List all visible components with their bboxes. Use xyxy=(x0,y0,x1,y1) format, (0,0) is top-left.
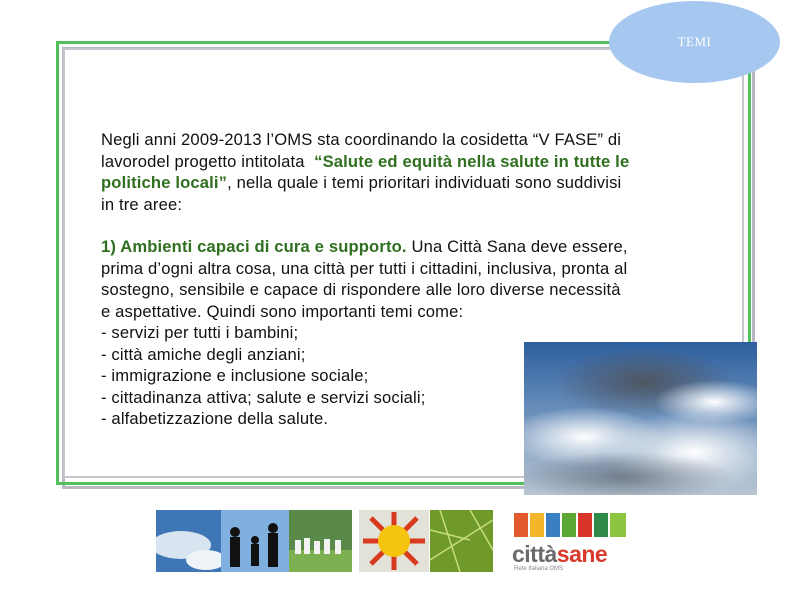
intro-line: Negli anni 2009-2013 l’OMS sta coordinando la cosidetta “V FASE” di xyxy=(101,130,622,149)
list-item: - immigrazione e inclusione sociale; xyxy=(101,366,369,385)
list-item: - servizi per tutti i bambini; xyxy=(101,323,299,342)
thumbnail-people-silhouettes xyxy=(221,510,289,572)
section-line: prima d’ogni altra cosa, una città per tutti i cittadini, inclusiva, pronta al xyxy=(101,258,628,278)
list-item: - alfabetizzazione della salute. xyxy=(101,409,329,428)
project-title: politiche locali” xyxy=(101,173,228,192)
list-item: - cittadinanza attiva; salute e servizi sociali; xyxy=(101,387,426,407)
thumbnail-group-photo xyxy=(289,510,352,572)
citta-sane-logo xyxy=(512,541,607,568)
section-heading: 1) Ambienti capaci di cura e supporto. xyxy=(101,237,407,256)
intro-line: , nella quale i temi prioritari individuati sono suddivisi xyxy=(227,173,622,192)
logo-tagline: Rete Italiana OMS xyxy=(514,566,564,572)
list-item: - città amiche degli anziani; xyxy=(101,344,306,364)
project-title: “Salute ed equità nella salute in tutte le xyxy=(314,151,630,171)
citta-sane-logo-icons xyxy=(512,510,632,540)
section-line: e aspettative. Quindi sono importanti temi come: xyxy=(101,301,464,321)
topic-badge-label: TEMI xyxy=(677,34,712,49)
thumbnail-sky xyxy=(156,510,221,572)
topic-badge xyxy=(609,1,780,83)
logo-word-a: città xyxy=(512,541,557,567)
section-line: sostegno, sensibile e capace di rispondere alle loro diverse necessità xyxy=(101,280,621,299)
thumbnail-sun-drawing xyxy=(359,510,429,572)
intro-line: lavorodel progetto intitolata xyxy=(101,151,315,171)
section-line: Una Città Sana deve essere, xyxy=(406,237,628,256)
sky-photo xyxy=(524,342,757,495)
intro-paragraph xyxy=(101,129,741,215)
thumbnail-leaf xyxy=(430,510,493,572)
intro-line: in tre aree: xyxy=(101,194,183,214)
logo-word-b: sane xyxy=(556,541,608,567)
